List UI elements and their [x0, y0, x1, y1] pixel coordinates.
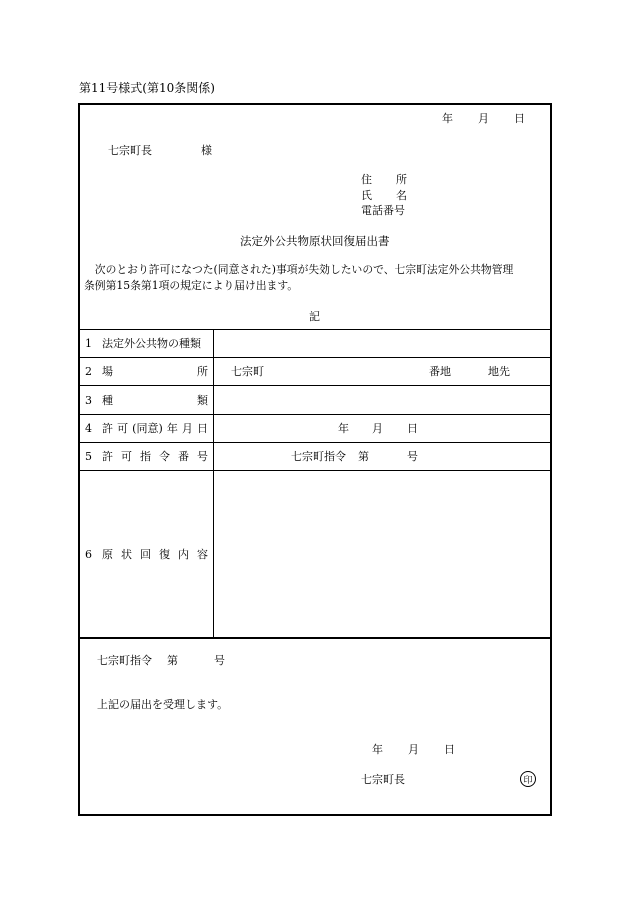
row2-num: 2: [85, 365, 92, 378]
table-line-bottom: [79, 637, 551, 639]
row5-dai: 第: [358, 450, 369, 463]
applicant-address-label: 住 所: [361, 173, 407, 186]
addressee-name: 七宗町長: [108, 144, 152, 157]
table-line-4: [79, 442, 551, 443]
receipt-go: 号: [214, 654, 225, 667]
body-line-1: 次のとおり許可になつた(同意された)事項が失効したいので、七宗町法定外公共物管理: [84, 263, 514, 276]
table-line-5: [79, 470, 551, 471]
receipt-day: 日: [444, 743, 455, 756]
receipt-month: 月: [408, 743, 419, 756]
row2-banchi: 番地: [429, 365, 451, 378]
row4-month: 月: [372, 422, 383, 435]
receipt-statement: 上記の届出を受理します。: [97, 698, 229, 711]
row3-num: 3: [85, 394, 92, 407]
addressee-honorific: 様: [201, 144, 212, 157]
receipt-dai: 第: [167, 654, 178, 667]
table-line-top: [79, 329, 551, 330]
row6-num: 6: [85, 548, 92, 561]
row1-num: 1: [85, 337, 92, 350]
applicant-name-label: 氏 名: [361, 189, 407, 202]
doc-title: 法定外公共物原状回復届出書: [240, 234, 390, 248]
row4-label: 許 可 (同意) 年 月 日: [102, 422, 208, 435]
seal-mark: 印: [520, 771, 536, 787]
row4-num: 4: [85, 422, 92, 435]
row5-num: 5: [85, 450, 92, 463]
receipt-mayor: 七宗町長: [361, 773, 405, 786]
row5-label: 許 可 指 令 番 号: [102, 450, 208, 463]
table-line-1: [79, 357, 551, 358]
receipt-year: 年: [372, 743, 383, 756]
row4-year: 年: [338, 422, 349, 435]
body-line-2: 条例第15条第1項の規定により届け出ます。: [84, 279, 299, 292]
row3-label: 種 類: [102, 394, 208, 407]
row5-go: 号: [407, 450, 418, 463]
ki-label: 記: [309, 310, 320, 323]
row2-chisaki: 地先: [488, 365, 510, 378]
row2-label: 場 所: [102, 365, 208, 378]
table-divider: [213, 329, 214, 638]
receipt-prefix: 七宗町指令: [97, 654, 152, 667]
row6-label: 原 状 回 復 内 容: [102, 548, 208, 561]
row2-town: 七宗町: [231, 365, 264, 378]
row1-label: 法定外公共物の種類: [102, 337, 201, 350]
date-top-year: 年: [442, 112, 453, 125]
table-line-2: [79, 385, 551, 386]
date-top-day: 日: [514, 112, 525, 125]
form-number: 第11号様式(第10条関係): [79, 81, 215, 95]
row4-day: 日: [407, 422, 418, 435]
applicant-phone-label: 電話番号: [361, 204, 405, 217]
table-line-3: [79, 414, 551, 415]
row5-prefix: 七宗町指令: [291, 450, 346, 463]
date-top-month: 月: [478, 112, 489, 125]
